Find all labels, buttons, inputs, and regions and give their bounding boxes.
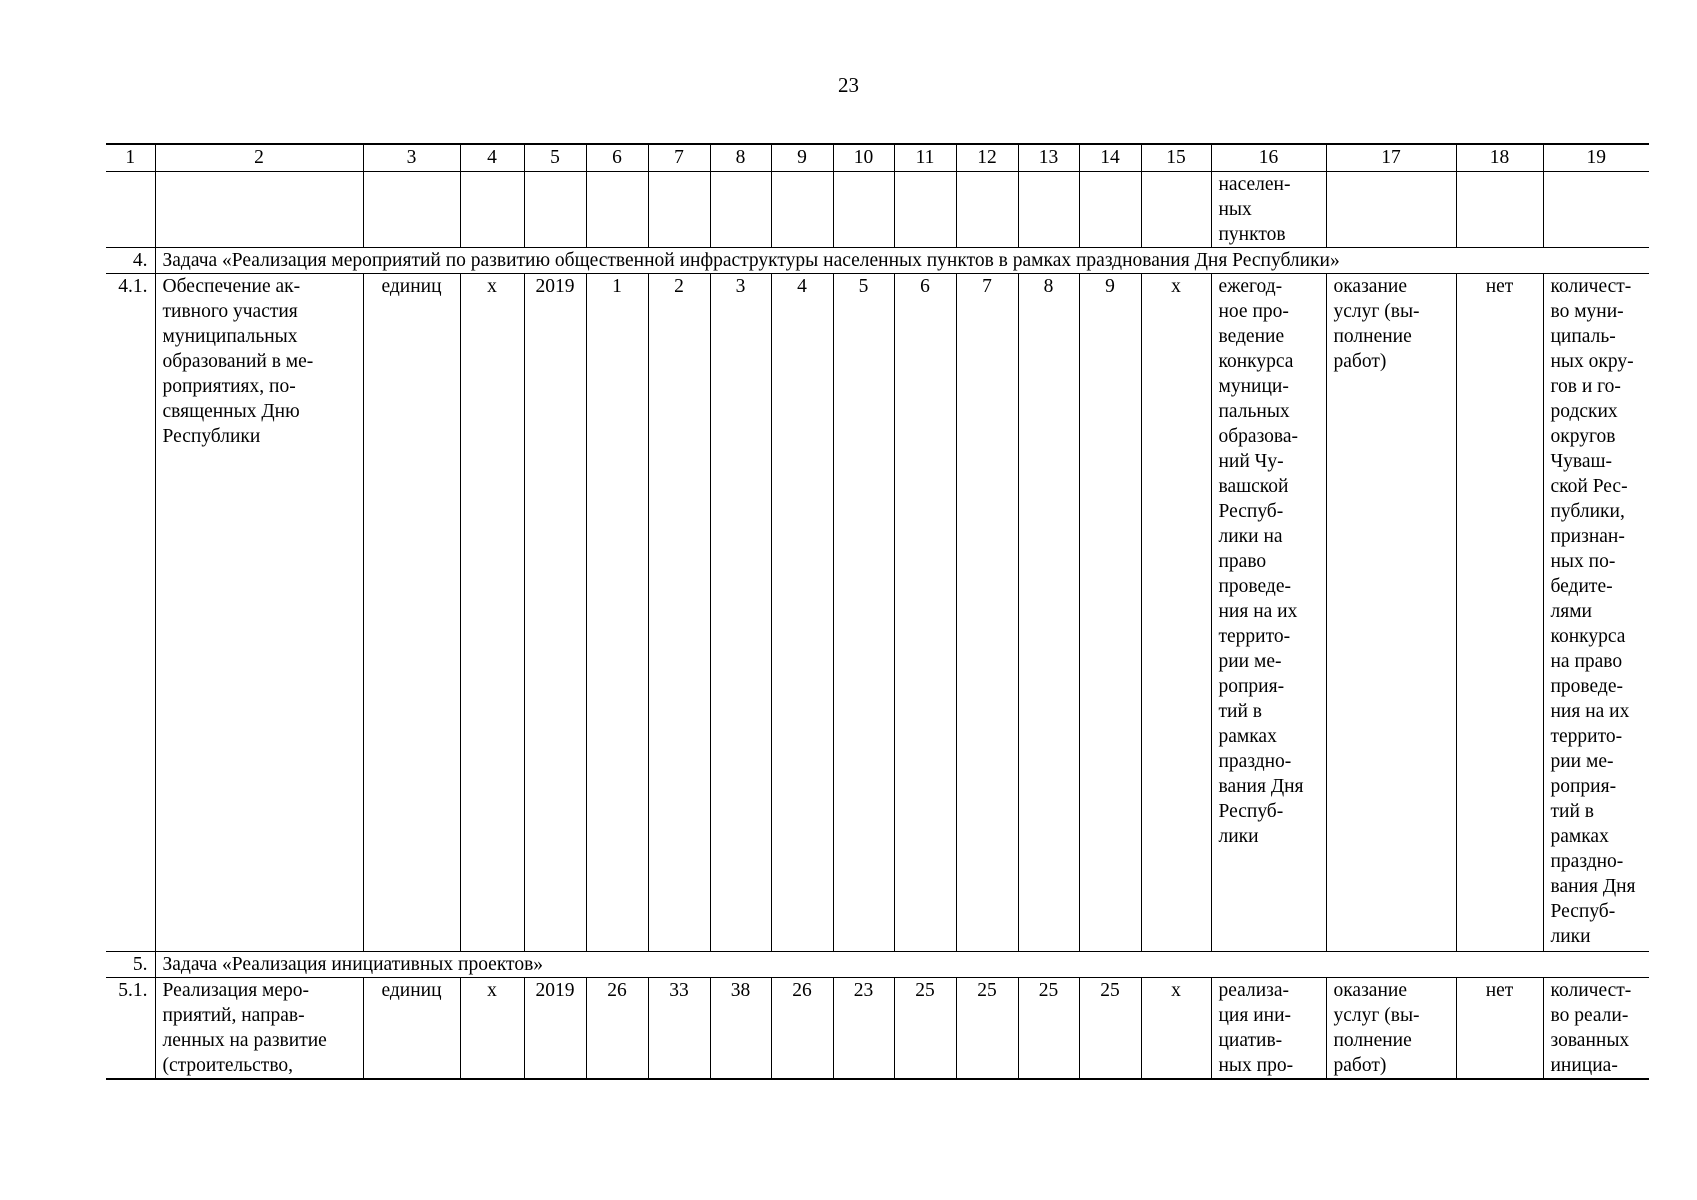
- column-number: 19: [1543, 144, 1649, 172]
- cell-year: 2019: [524, 274, 586, 952]
- column-number: 2: [155, 144, 363, 172]
- column-number: 12: [956, 144, 1018, 172]
- value-cell: 23: [833, 978, 894, 1080]
- column-number: 14: [1079, 144, 1141, 172]
- value-cell: 7: [956, 274, 1018, 952]
- cell-col18: нет: [1456, 978, 1543, 1080]
- column-number: 8: [710, 144, 771, 172]
- value-cell: 2: [648, 274, 710, 952]
- column-number: 13: [1018, 144, 1079, 172]
- section-number: 5.: [106, 952, 155, 978]
- cell-col17: оказание услуг (вы- полнение работ): [1326, 274, 1456, 952]
- section-row: [106, 952, 1649, 978]
- table-row: [106, 978, 1649, 1080]
- column-number: 5: [524, 144, 586, 172]
- cell-col18: нет: [1456, 274, 1543, 952]
- section-number: 4.: [106, 248, 155, 274]
- cell-col19: количест- во муни- ципаль- ных окру- гов и го- родских округов Чуваш- ской Рес- публики, признан- ных по- бедите- лями конкурса на право проведе- ния на их террито- рии ме- роприя- тий в рамках праздно- вания Дня Респуб- лики: [1543, 274, 1649, 952]
- column-number: 18: [1456, 144, 1543, 172]
- section-title: Задача «Реализация мероприятий по развитию общественной инфраструктуры населенных пунктов в рамках празднования Дня Республики»: [155, 248, 1649, 274]
- value-cell: 25: [956, 978, 1018, 1080]
- cell-year: 2019: [524, 978, 586, 1080]
- column-number: 10: [833, 144, 894, 172]
- column-number: 1: [106, 144, 155, 172]
- column-number: 4: [460, 144, 524, 172]
- cell-col16: ежегод- ное про- ведение конкурса муници- пальных образова- ний Чу- вашской Респуб- лики на право проведе- ния на их террито- рии ме- роприя- тий в рамках праздно- вания Дня Респуб- лики: [1211, 274, 1326, 952]
- value-cell: 8: [1018, 274, 1079, 952]
- unit-cell: единиц: [363, 274, 460, 952]
- value-cell: 25: [894, 978, 956, 1080]
- section-title: Задача «Реализация инициативных проектов»: [155, 952, 1649, 978]
- column-number: 17: [1326, 144, 1456, 172]
- cell-col17: оказание услуг (вы- полнение работ): [1326, 978, 1456, 1080]
- value-cell: 26: [771, 978, 833, 1080]
- value-cell: 3: [710, 274, 771, 952]
- continuation-row: [106, 172, 1649, 248]
- indicator-name: Реализация меро- приятий, направ- ленных на развитие (строительство,: [155, 978, 363, 1080]
- column-number: 15: [1141, 144, 1211, 172]
- value-cell: 26: [586, 978, 648, 1080]
- row-number: 4.1.: [106, 274, 155, 952]
- cell-col15: х: [1141, 274, 1211, 952]
- column-number: 6: [586, 144, 648, 172]
- indicator-name: Обеспечение ак- тивного участия муниципальных образований в ме- роприятиях, по- священных Дню Республики: [155, 274, 363, 952]
- value-cell: 25: [1018, 978, 1079, 1080]
- value-cell: 33: [648, 978, 710, 1080]
- cell-col19: количест- во реали- зованных инициа-: [1543, 978, 1649, 1080]
- column-number: 11: [894, 144, 956, 172]
- column-number: 16: [1211, 144, 1326, 172]
- value-cell: 5: [833, 274, 894, 952]
- column-number: 3: [363, 144, 460, 172]
- cell-col15: х: [1141, 978, 1211, 1080]
- cell-col4: х: [460, 978, 524, 1080]
- continuation-text: населен- ных пунктов: [1211, 172, 1326, 248]
- column-number: 7: [648, 144, 710, 172]
- value-cell: 6: [894, 274, 956, 952]
- column-number-row: [106, 144, 1649, 172]
- page-number: 23: [838, 73, 859, 97]
- value-cell: 25: [1079, 978, 1141, 1080]
- table-row: [106, 274, 1649, 952]
- value-cell: 38: [710, 978, 771, 1080]
- row-number: 5.1.: [106, 978, 155, 1080]
- cell-col16: реализа- ция ини- циатив- ных про-: [1211, 978, 1326, 1080]
- value-cell: 1: [586, 274, 648, 952]
- indicators-table: [106, 143, 1649, 1080]
- cell-col4: х: [460, 274, 524, 952]
- value-cell: 4: [771, 274, 833, 952]
- value-cell: 9: [1079, 274, 1141, 952]
- column-number: 9: [771, 144, 833, 172]
- section-row: [106, 248, 1649, 274]
- unit-cell: единиц: [363, 978, 460, 1080]
